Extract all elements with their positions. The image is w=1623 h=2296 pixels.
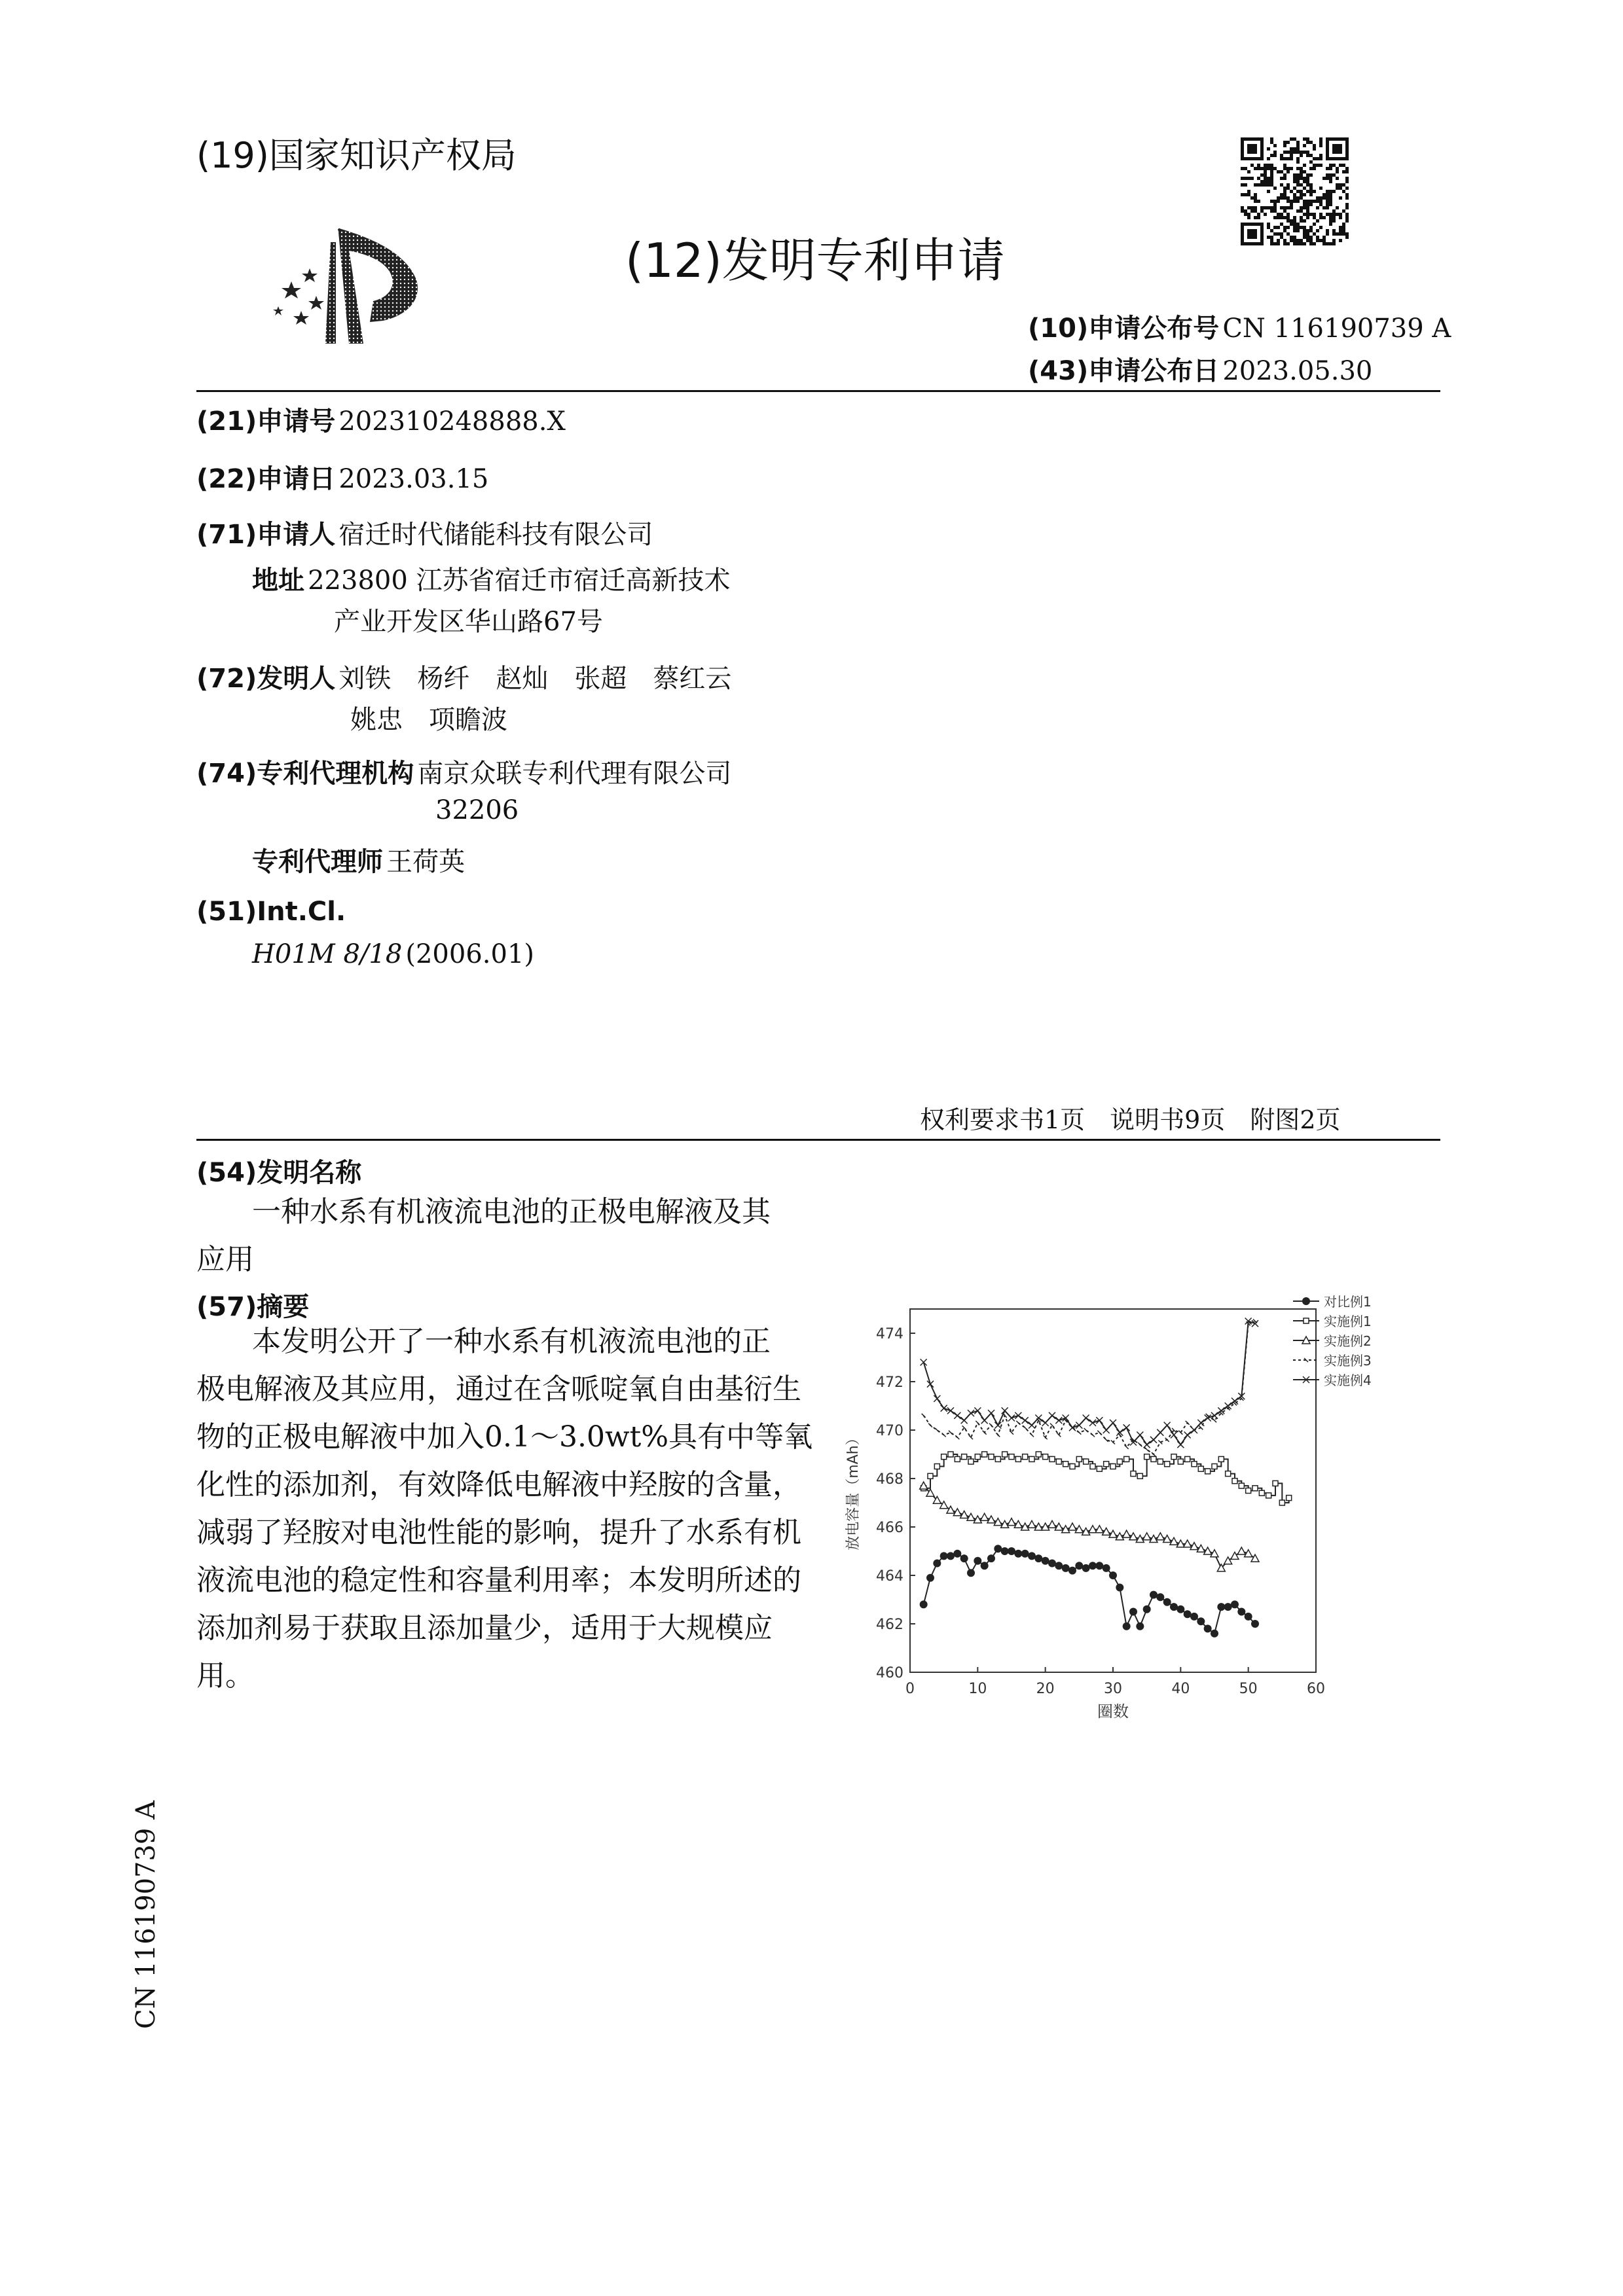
data-point <box>1231 1552 1239 1559</box>
data-point <box>1152 1452 1156 1456</box>
agent-label: 专利代理师 <box>252 847 383 877</box>
data-point <box>1097 1466 1102 1471</box>
data-point <box>1205 1469 1211 1474</box>
data-point <box>948 1452 953 1457</box>
data-point <box>1151 1456 1156 1462</box>
applicant-row <box>196 514 653 551</box>
data-point <box>1237 1547 1245 1554</box>
data-point <box>982 1452 987 1457</box>
data-point <box>1218 1456 1224 1462</box>
data-point <box>1163 1598 1171 1606</box>
publication-date: 2023.05.30 <box>1222 356 1373 386</box>
data-point <box>983 1431 987 1435</box>
data-point <box>922 1414 926 1418</box>
address-row <box>252 560 731 597</box>
agent-row <box>252 841 465 878</box>
data-point <box>1226 1471 1231 1477</box>
legend-label: 实施例1 <box>1324 1314 1372 1329</box>
data-point <box>955 1456 960 1462</box>
data-point <box>940 1501 948 1509</box>
application-number-row <box>196 401 566 438</box>
abstract-line: 液流电池的稳定性和容量利用率；本发明所述的 <box>196 1564 801 1597</box>
data-point <box>1156 1593 1164 1601</box>
abstract-label: (57)摘要 <box>196 1292 310 1322</box>
data-point <box>1302 1297 1310 1305</box>
data-point <box>1171 1454 1176 1460</box>
data-point <box>1217 1603 1225 1611</box>
data-point <box>1070 1464 1075 1469</box>
data-point <box>1015 1456 1021 1462</box>
data-point <box>1211 1630 1218 1638</box>
data-point <box>1084 1459 1089 1464</box>
invention-title-line-1: 一种水系有机液流电池的正极电解液及其 <box>252 1195 771 1229</box>
data-point <box>1097 1431 1101 1435</box>
data-point <box>1091 1433 1095 1437</box>
data-point <box>987 1554 995 1562</box>
y-tick-label: 462 <box>876 1617 903 1633</box>
data-point <box>1304 1318 1309 1323</box>
data-point <box>1068 1567 1076 1575</box>
y-tick-label: 468 <box>876 1471 903 1488</box>
data-point <box>1049 1456 1055 1462</box>
data-point <box>1144 1454 1150 1460</box>
data-point <box>1009 1454 1014 1460</box>
x-tick-label: 20 <box>1036 1681 1055 1697</box>
data-point <box>1036 1452 1041 1457</box>
data-point <box>1237 1608 1245 1616</box>
data-point <box>1190 1613 1198 1621</box>
address-line-2: 产业开发区华山路67号 <box>334 607 603 637</box>
data-point <box>1021 1550 1029 1558</box>
data-point <box>1266 1493 1271 1498</box>
publication-number-label: (10)申请公布号 <box>1028 314 1220 344</box>
data-point <box>1023 1426 1027 1429</box>
data-point <box>935 1428 939 1432</box>
data-point <box>1251 1554 1259 1562</box>
data-point <box>1246 1488 1251 1494</box>
data-point <box>1028 1552 1036 1560</box>
publication-date-label: (43)申请公布日 <box>1028 356 1220 386</box>
data-point <box>996 1433 1000 1437</box>
abstract-body <box>196 1318 813 1700</box>
agency-line-2: 32206 <box>435 795 519 825</box>
data-point <box>1197 1617 1205 1625</box>
data-point <box>1042 1557 1049 1565</box>
data-point <box>976 1421 979 1425</box>
data-point <box>1062 1564 1070 1572</box>
agent-name: 王荷英 <box>386 847 465 877</box>
data-point <box>1150 1591 1158 1599</box>
data-point <box>1137 1473 1142 1479</box>
address-line-1: 223800 江苏省宿迁市宿迁高新技术 <box>308 565 731 596</box>
abstract-line: 极电解液及其应用，通过在含哌啶氧自由基衍生 <box>196 1372 801 1406</box>
data-point <box>1192 1462 1197 1467</box>
data-point <box>1224 1557 1232 1564</box>
data-point <box>1184 1610 1192 1618</box>
data-point <box>1232 1479 1237 1484</box>
data-point <box>1131 1471 1136 1477</box>
filing-date-row <box>196 458 488 495</box>
data-point <box>968 1459 974 1464</box>
data-point <box>975 1454 980 1460</box>
document-type: (12)发明专利申请 <box>625 233 1005 288</box>
data-point <box>1056 1459 1061 1464</box>
data-point <box>920 1600 928 1608</box>
int-cl-label: (51)Int.Cl. <box>196 897 346 927</box>
filing-date: 2023.03.15 <box>338 464 489 494</box>
discharge-capacity-chart <box>818 1283 1372 1741</box>
data-point <box>995 1456 1000 1462</box>
series-line <box>924 1321 1255 1455</box>
data-point <box>1136 1623 1144 1630</box>
data-point <box>1252 1486 1258 1491</box>
data-point <box>942 1433 946 1437</box>
data-point <box>1048 1560 1056 1568</box>
data-point <box>1014 1550 1022 1558</box>
data-point <box>1251 1620 1259 1628</box>
data-point <box>1077 1431 1081 1435</box>
inventors-line-2: 姚忠 项瞻波 <box>350 705 507 735</box>
data-point <box>953 1550 961 1558</box>
legend-label: 对比例1 <box>1324 1294 1372 1310</box>
data-point <box>1198 1466 1203 1471</box>
series-line <box>924 1486 1255 1568</box>
data-point <box>1029 1456 1034 1462</box>
data-point <box>1090 1464 1095 1469</box>
data-point <box>1224 1603 1232 1611</box>
data-point <box>1104 1462 1109 1467</box>
data-point <box>1034 1554 1042 1562</box>
legend-label: 实施例3 <box>1324 1353 1372 1369</box>
cnipa-logo-icon <box>265 223 422 344</box>
inventors-line-1: 刘铁 杨纤 赵灿 张超 蔡红云 <box>338 664 732 694</box>
data-point <box>962 1454 967 1460</box>
series-line <box>924 1549 1255 1634</box>
qr-code-icon <box>1241 137 1349 245</box>
y-tick-label: 466 <box>876 1520 903 1536</box>
data-point <box>1116 1584 1123 1592</box>
data-point <box>1170 1603 1178 1611</box>
data-point <box>1028 1520 1036 1528</box>
data-point <box>1231 1600 1239 1608</box>
y-axis-label: 放电容量（mAh） <box>845 1431 862 1551</box>
data-point <box>1089 1562 1097 1570</box>
data-point <box>1008 1518 1015 1526</box>
data-point <box>1109 1571 1117 1579</box>
abstract-line: 物的正极电解液中加入0.1～3.0wt%具有中等氧 <box>196 1420 813 1454</box>
y-tick-label: 474 <box>876 1326 903 1342</box>
data-point <box>955 1435 959 1439</box>
data-point <box>1123 1623 1131 1630</box>
data-point <box>1176 1605 1184 1613</box>
side-publication-number: CN 116190739 A <box>131 1801 161 2029</box>
data-point <box>928 1473 933 1479</box>
publication-date-row <box>1028 350 1372 387</box>
abstract-line: 添加剂易于获取且添加量少，适用于大规模应 <box>196 1611 773 1645</box>
data-point <box>1156 1533 1164 1540</box>
data-point <box>940 1552 948 1560</box>
data-point <box>928 1424 932 1427</box>
agency-line-1: 南京众联专利代理有限公司 <box>417 759 732 789</box>
invention-title-label: (54)发明名称 <box>196 1158 362 1188</box>
inventors-row <box>196 658 731 695</box>
data-point <box>1103 1564 1110 1572</box>
legend-label: 实施例4 <box>1324 1372 1372 1388</box>
data-point <box>1259 1490 1264 1496</box>
data-point <box>1129 1608 1137 1616</box>
data-point <box>1286 1496 1292 1501</box>
y-tick-label: 464 <box>876 1568 903 1585</box>
data-point <box>941 1454 947 1460</box>
data-point <box>1138 1443 1142 1446</box>
invention-title-line-2: 应用 <box>196 1243 254 1276</box>
data-point <box>1084 1428 1088 1432</box>
data-point <box>981 1513 989 1520</box>
x-tick-label: 0 <box>905 1681 915 1697</box>
x-tick-label: 30 <box>1104 1681 1122 1697</box>
agency-row <box>196 753 731 790</box>
data-point <box>1239 1483 1244 1488</box>
x-tick-label: 60 <box>1307 1681 1325 1697</box>
data-point <box>1186 1421 1190 1425</box>
data-point <box>1048 1520 1056 1528</box>
data-point <box>960 1554 968 1562</box>
data-point <box>926 1574 934 1582</box>
section-rule <box>196 1139 1440 1141</box>
data-point <box>1082 1564 1090 1572</box>
data-point <box>1075 1562 1083 1570</box>
data-point <box>1178 1459 1183 1464</box>
data-point <box>974 1557 981 1565</box>
data-point <box>1016 1421 1020 1425</box>
data-point <box>994 1545 1002 1552</box>
header-rule <box>196 390 1440 392</box>
data-point <box>1143 1533 1151 1540</box>
abstract-line: 本发明公开了一种水系有机液流电池的正 <box>252 1325 771 1358</box>
data-point <box>1068 1523 1076 1530</box>
y-tick-label: 470 <box>876 1423 903 1439</box>
data-point <box>1204 1624 1212 1632</box>
y-tick-label: 472 <box>876 1374 903 1391</box>
x-tick-label: 10 <box>968 1681 987 1697</box>
data-point <box>1095 1562 1103 1570</box>
int-cl-row <box>252 939 534 969</box>
data-point <box>1043 1454 1048 1460</box>
data-point <box>1030 1433 1034 1437</box>
data-point <box>967 1569 975 1577</box>
address-label: 地址 <box>252 565 304 596</box>
office-name: (19)国家知识产权局 <box>196 135 517 176</box>
data-point <box>1063 1462 1068 1467</box>
data-point <box>1001 1547 1009 1555</box>
data-point <box>1145 1448 1149 1452</box>
applicant-label: (71)申请人 <box>196 520 336 550</box>
data-point <box>981 1562 989 1570</box>
data-point <box>1245 1613 1252 1621</box>
series-line <box>924 1321 1255 1445</box>
data-point <box>1279 1500 1285 1505</box>
data-point <box>1002 1452 1008 1457</box>
filing-date-label: (22)申请日 <box>196 464 336 494</box>
applicant: 宿迁时代储能科技有限公司 <box>338 520 653 550</box>
data-point <box>1104 1438 1108 1442</box>
data-point <box>1143 1605 1151 1613</box>
data-point <box>1158 1459 1163 1464</box>
data-point <box>1124 1456 1129 1462</box>
data-point <box>1185 1456 1190 1462</box>
inventors-label: (72)发明人 <box>196 664 336 694</box>
abstract-line: 用。 <box>196 1659 254 1693</box>
data-point <box>1212 1464 1217 1469</box>
data-point <box>947 1552 955 1560</box>
data-point <box>1008 1547 1015 1555</box>
data-point <box>1110 1464 1116 1469</box>
data-point <box>989 1424 993 1427</box>
data-point <box>1023 1454 1028 1460</box>
data-point <box>1076 1456 1082 1462</box>
publication-number: CN 116190739 A <box>1222 314 1451 344</box>
data-point <box>1273 1480 1278 1486</box>
data-point <box>947 1506 955 1513</box>
int-cl-code: H01M 8/18 <box>252 939 403 969</box>
data-point <box>933 1560 941 1568</box>
int-cl-year: (2006.01) <box>405 939 534 969</box>
abstract-line: 减弱了羟胺对电池性能的影响，提升了水系有机 <box>196 1516 801 1549</box>
publication-number-row <box>1028 308 1451 345</box>
agency-label: (74)专利代理机构 <box>196 759 414 789</box>
application-number: 202310248888.X <box>338 406 566 437</box>
data-point <box>1165 1462 1170 1467</box>
y-tick-label: 460 <box>876 1665 903 1681</box>
data-point <box>1055 1562 1063 1570</box>
legend-label: 实施例2 <box>1324 1333 1372 1349</box>
data-point <box>1117 1459 1122 1464</box>
x-tick-label: 50 <box>1239 1681 1258 1697</box>
data-point <box>949 1431 953 1435</box>
data-point <box>1123 1530 1131 1537</box>
x-axis-label: 圈数 <box>1097 1702 1129 1721</box>
abstract-line: 化性的添加剂，有效降低电解液中羟胺的含量， <box>196 1468 801 1501</box>
application-number-label: (21)申请号 <box>196 406 336 437</box>
x-tick-label: 40 <box>1171 1681 1190 1697</box>
data-point <box>989 1454 994 1460</box>
data-point <box>934 1464 939 1469</box>
pages-info: 权利要求书1页 说明书9页 附图2页 <box>920 1105 1341 1134</box>
